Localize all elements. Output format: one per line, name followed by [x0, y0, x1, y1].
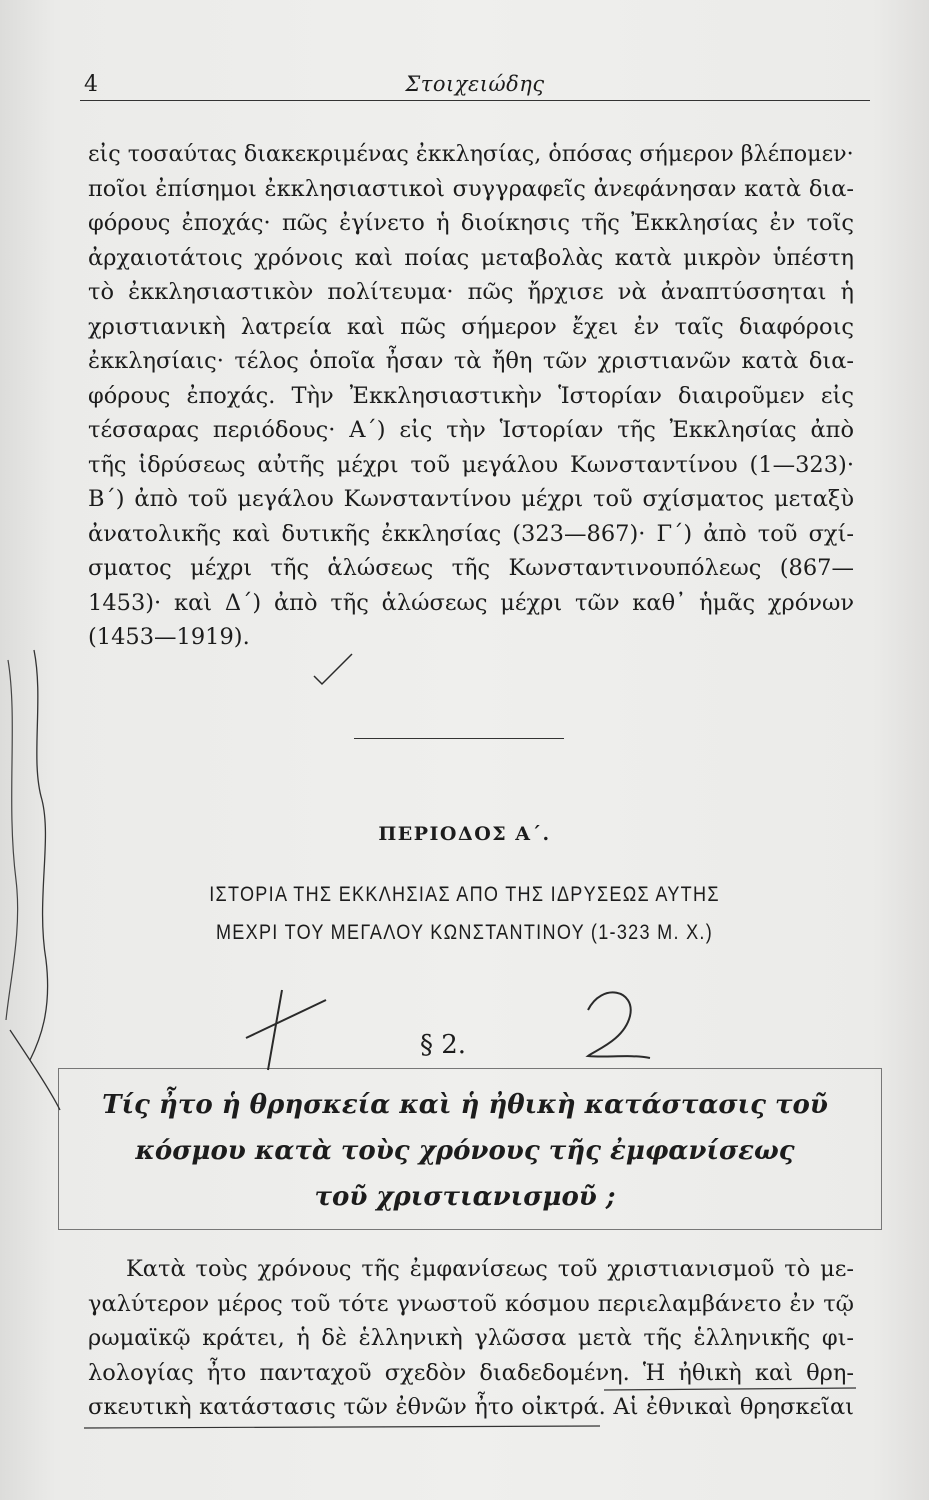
text-line: (1453—1919). [88, 624, 250, 650]
page-number: 4 [84, 72, 98, 97]
section-number: § 2. [420, 1030, 467, 1060]
question-line: τοῦ χριστιανισμοῦ ; [314, 1182, 616, 1212]
body-paragraph [88, 1252, 854, 1425]
text-line: ἀνατολικῆς καὶ δυτικῆς ἐκκλησίας (323—867)· Γ΄) ἀπὸ τοῦ σχί- [88, 520, 854, 547]
section-question [60, 1082, 870, 1220]
pencil-margin-bracket-icon [30, 650, 48, 1060]
text-line: φόρους ἐποχάς· πῶς ἐγίνετο ἡ διοίκησις τῆς Ἐκκλησίας ἐν τοῖς [88, 210, 854, 236]
text-line: Κατὰ τοὺς χρόνους τῆς ἐμφανίσεως τοῦ χριστιανισμοῦ τὸ με- [126, 1256, 854, 1282]
text-line: ποῖοι ἐπίσημοι ἐκκλησιαστικοὶ συγγραφεῖς ἀνεφάνησαν κατὰ δια- [88, 175, 854, 202]
text-line: ἐκκλησίαις· τέλος ὁποῖα ἦσαν τὰ ἤθη τῶν χριστιανῶν κατὰ δια- [88, 348, 854, 374]
text-line: τῆς ἱδρύσεως αὐτῆς μέχρι τοῦ μεγάλου Κωνσταντίνου (1—323)· [88, 451, 854, 478]
text-line: Β΄) ἀπὸ τοῦ μεγάλου Κωνσταντίνου μέχρι τοῦ σχίσματος μεταξὺ [88, 486, 854, 512]
question-line: Τίς ἦτο ἡ θρησκεία καὶ ἡ ἠθικὴ κατάστασις τοῦ [102, 1090, 828, 1120]
page-header [80, 66, 870, 100]
text-line: ἀρχαιοτάτοις χρόνοις καὶ ποίας μεταβολὰς κατὰ μικρὸν ὑπέστη [88, 244, 854, 271]
text-line: εἰς τοσαύτας διακεκριμένας ἐκκλησίας, ὁπόσας σήμερον βλέπομεν· [88, 141, 854, 167]
question-line: κόσμου κατὰ τοὺς χρόνους τῆς ἐμφανίσεως [135, 1136, 795, 1166]
period-title: ΠΕΡΙΟΔΟΣ Α΄. [378, 823, 551, 845]
text-line: ρωμαϊκῷ κράτει, ἡ δὲ ἑλληνικὴ γλῶσσα μετὰ τῆς ἑλληνικῆς φι- [88, 1325, 854, 1351]
header-rule [80, 100, 870, 101]
text-line: τέσσαρας περιόδους· Α΄) εἰς τὴν Ἱστορίαν τῆς Ἐκκλησίας ἀπὸ [88, 417, 854, 443]
pencil-margin-stroke-icon [10, 1030, 60, 1110]
pencil-figure-two-icon [588, 992, 650, 1058]
text-line: 1453)· καὶ Δ΄) ἀπὸ τῆς ἁλώσεως μέχρι τῶν καθ᾽ ἡμᾶς χρόνων [88, 589, 854, 616]
text-line: γαλύτερον μέρος τοῦ τότε γνωστοῦ κόσμου περιελαμβάνετο ἐν τῷ [88, 1290, 854, 1317]
text-line: σκευτικὴ κατάστασις τῶν ἐθνῶν ἦτο οἰκτρά. Αἱ ἐθνικαὶ θρησκεῖαι [88, 1394, 854, 1420]
text-line: λολογίας ἦτο πανταχοῦ σχεδὸν διαδεδομένη. Ἡ ἠθικὴ καὶ θρη- [88, 1359, 854, 1386]
intro-paragraph [88, 137, 854, 655]
text-line: χριστιανικὴ λατρεία καὶ πῶς σήμερον ἔχει ἐν ταῖς διαφόροις [88, 313, 854, 340]
text-line: φόρους ἐποχάς. Τὴν Ἐκκλησιαστικὴν Ἱστορίαν διαιροῦμεν εἰς [88, 382, 854, 409]
period-subtitle-line-1: ΙΣΤΟΡΙΑ ΤΗΣ ΕΚΚΛΗΣΙΑΣ ΑΠΟ ΤΗΣ ΙΔΡΥΣΕΩΣ ΑΥΤΗΣ [209, 883, 720, 906]
pencil-figure-one-icon [246, 990, 326, 1070]
separator-rule [354, 738, 564, 739]
running-title: Στοιχειώδης [405, 72, 545, 96]
pencil-underline [84, 1426, 600, 1428]
period-subtitle-line-2: ΜΕΧΡΙ ΤΟΥ ΜΕΓΑΛΟΥ ΚΩΝΣΤΑΝΤΙΝΟΥ (1-323 Μ. Χ.) [215, 921, 714, 944]
text-line: σματος μέχρι τῆς ἁλώσεως τῆς Κωνσταντινουπόλεως (867— [88, 555, 854, 581]
text-line: τὸ ἐκκλησιαστικὸν πολίτευμα· πῶς ἤρχισε νὰ ἀναπτύσσηται ἡ [88, 279, 854, 305]
pencil-check-mark [314, 654, 352, 684]
